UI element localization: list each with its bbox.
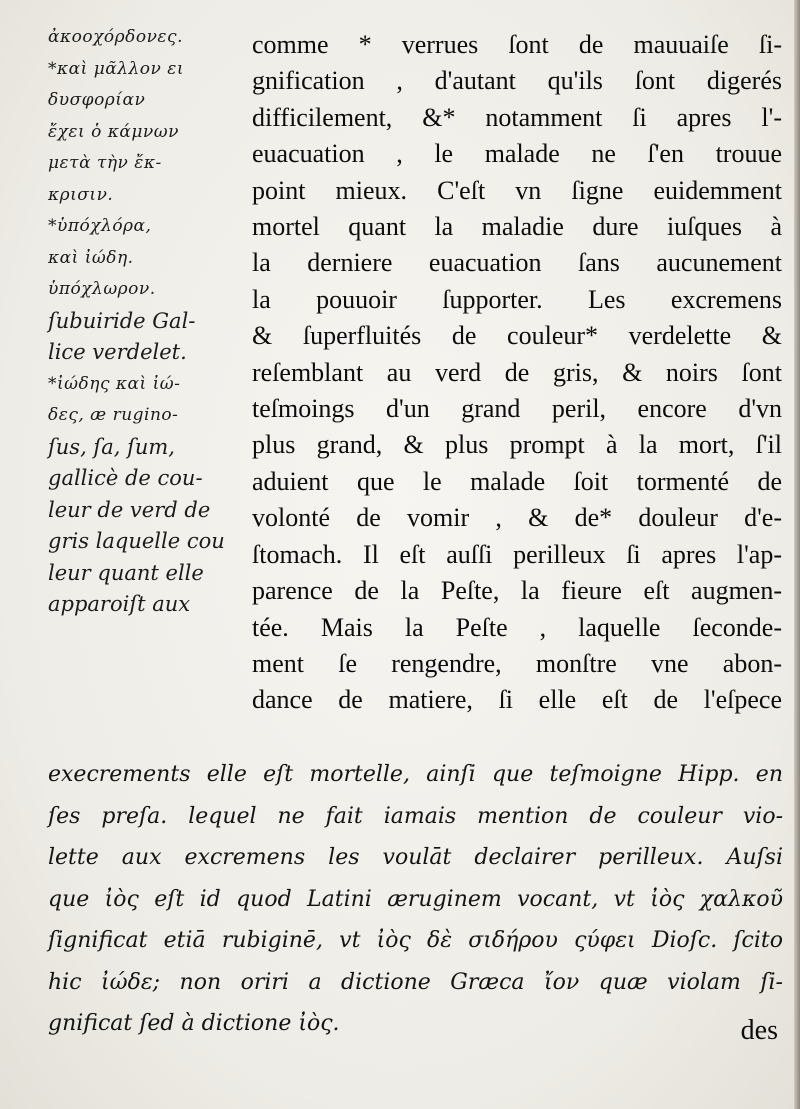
margin-note-line: lice verdelet. bbox=[48, 340, 187, 364]
margin-note-line: ſubuiride Gal- bbox=[48, 308, 196, 333]
text-line: la pouuoir ſupporter. Les excremens bbox=[252, 284, 782, 314]
text-line: la derniere euacuation ſans aucunement bbox=[252, 248, 782, 278]
margin-note-line: apparoiſt aux bbox=[48, 592, 191, 616]
footnote-line: execrements elle eſt mortelle, ainſi que teſmoigne Hipp. en bbox=[48, 762, 783, 787]
text-line: mortel quant la maladie dure iuſques à bbox=[252, 212, 782, 242]
margin-note-line: *ὑπόχλόρα, bbox=[48, 216, 152, 236]
text-line: difficilement, &* notamment ſi apres l'- bbox=[252, 102, 782, 132]
text-line: point mieux. C'eſt vn ſigne euidemment bbox=[252, 175, 782, 205]
page-edge-shadow bbox=[794, 0, 800, 1109]
margin-note-line: δες, æ rugino- bbox=[48, 405, 179, 425]
margin-note-line: ὑπόχλωρον. bbox=[48, 279, 156, 299]
footnote-line: hic ἰώδε; non oriri a dictione Græca ἴον quæ violam ſi- bbox=[48, 969, 783, 995]
text-line: gnification , d'autant qu'ils ſont digerés bbox=[252, 66, 782, 96]
margin-note-line: ἔχει ὁ κάμνων bbox=[48, 121, 179, 142]
text-line: comme * verrues ſont de mauuaiſe ſi- bbox=[252, 30, 782, 59]
footnote-line: gnificat ſed à dictione ἰὸς. bbox=[48, 1011, 340, 1036]
footnote-line: ſes preſa. lequel ne fait iamais mention de couleur vio- bbox=[48, 803, 783, 829]
footnote-line: ſignificat etiā rubiginē, vt ἰὸς δὲ σιδήρου ςύφει Dioſc. ſcito bbox=[48, 928, 783, 953]
margin-note-line: καὶ ἰώδη. bbox=[48, 247, 134, 268]
main-text-column bbox=[252, 27, 782, 719]
text-line: tée. Mais la Peſte , laquelle ſeconde- bbox=[252, 612, 782, 642]
margin-note-line: *καὶ μᾶλλον ει bbox=[48, 58, 185, 79]
margin-note-line: leur quant elle bbox=[48, 560, 204, 585]
margin-note-line: gallicè de cou- bbox=[48, 466, 203, 490]
margin-note-line: κρισιν. bbox=[48, 184, 114, 205]
footnote-line: lette aux excremens les voulāt declairer perilleux. Auſsi bbox=[48, 845, 783, 870]
margin-note-line: gris laquelle cou bbox=[48, 529, 225, 553]
text-line: & ſuperfluités de couleur* verdelette & bbox=[252, 321, 782, 351]
text-line: aduient que le malade ſoit tormenté de bbox=[252, 466, 782, 496]
text-line: ment ſe rengendre, monſtre vne abon- bbox=[252, 648, 782, 678]
margin-note-line: ſus, ſa, ſum, bbox=[48, 434, 175, 459]
catchword: des bbox=[740, 1015, 778, 1046]
margin-note-line: μετὰ τὴν ἔκ- bbox=[48, 153, 162, 173]
text-line: teſmoings d'un grand peril, encore d'vn bbox=[252, 394, 782, 424]
margin-note-line: δυσφορίαν bbox=[48, 90, 146, 110]
margin-note-line: leur de verd de bbox=[48, 497, 211, 522]
footnote-line: que ἰὸς eſt id quod Latini æruginem vocant, vt ἰὸς χαλκοῦ bbox=[48, 886, 783, 912]
text-line: plus grand, & plus prompt à la mort, ſ'il bbox=[252, 430, 782, 460]
text-line: parence de la Peſte, la fieure eſt augmen- bbox=[252, 576, 782, 606]
margin-note-line: ἀκοοχόρδονες. bbox=[48, 27, 183, 47]
text-line: volonté de vomir , & de* douleur d'e- bbox=[252, 503, 782, 533]
text-line: euacuation , le malade ne ſ'en trouue bbox=[252, 139, 782, 169]
text-line: dance de matiere, ſi elle eſt de l'eſpece bbox=[252, 685, 782, 715]
margin-notes bbox=[48, 22, 248, 621]
text-line: ſtomach. Il eſt auſſi perilleux ſi apres l'ap- bbox=[252, 539, 782, 569]
bottom-footnotes bbox=[48, 754, 783, 1045]
margin-note-line: *ἰώδης καὶ ἰώ- bbox=[48, 373, 181, 394]
text-line: reſemblant au verd de gris, & noirs ſont bbox=[252, 357, 782, 387]
